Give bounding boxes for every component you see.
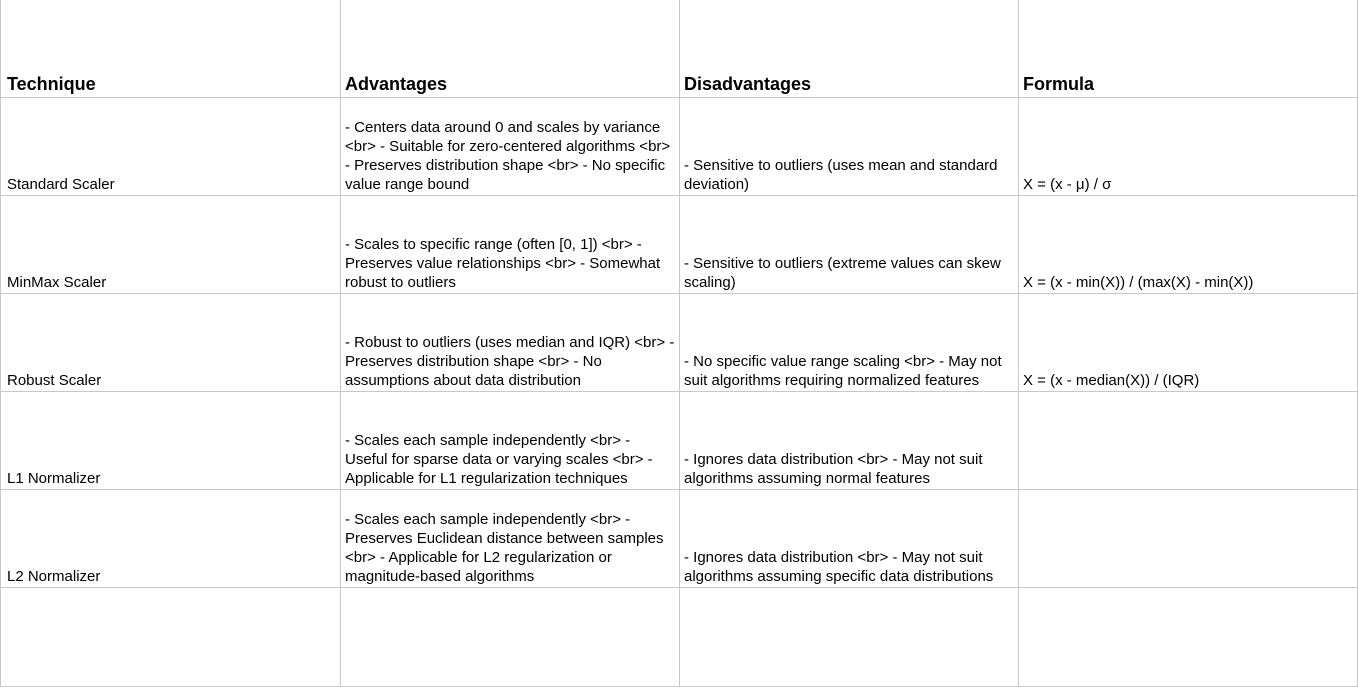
header-disadvantages[interactable]: Disadvantages bbox=[679, 0, 1019, 98]
header-technique[interactable]: Technique bbox=[0, 0, 341, 98]
cell-technique[interactable]: L1 Normalizer bbox=[0, 391, 341, 490]
cell-technique[interactable]: Standard Scaler bbox=[0, 97, 341, 196]
cell-disadvantages[interactable]: - Sensitive to outliers (extreme values can skew scaling) bbox=[679, 195, 1019, 294]
empty-cell[interactable] bbox=[0, 587, 341, 687]
cell-technique[interactable]: MinMax Scaler bbox=[0, 195, 341, 294]
cell-formula[interactable]: X = (x - median(X)) / (IQR) bbox=[1018, 293, 1358, 392]
cell-advantages[interactable]: - Scales each sample independently <br> - Useful for sparse data or varying scales <br> - Applicable for L1 regularization techniques bbox=[340, 391, 680, 490]
cell-formula[interactable] bbox=[1018, 489, 1358, 588]
cell-advantages[interactable]: - Scales to specific range (often [0, 1]) <br> - Preserves value relationships <br> - Somewhat robust to outliers bbox=[340, 195, 680, 294]
header-advantages[interactable]: Advantages bbox=[340, 0, 680, 98]
cell-disadvantages[interactable]: - No specific value range scaling <br> - May not suit algorithms requiring normalized features bbox=[679, 293, 1019, 392]
cell-advantages[interactable]: - Robust to outliers (uses median and IQR) <br> - Preserves distribution shape <br> - No assumptions about data distribution bbox=[340, 293, 680, 392]
cell-technique[interactable]: Robust Scaler bbox=[0, 293, 341, 392]
empty-cell[interactable] bbox=[340, 587, 680, 687]
empty-cell[interactable] bbox=[679, 587, 1019, 687]
empty-cell[interactable] bbox=[1018, 587, 1358, 687]
cell-disadvantages[interactable]: - Ignores data distribution <br> - May not suit algorithms assuming specific data distributions bbox=[679, 489, 1019, 588]
header-formula[interactable]: Formula bbox=[1018, 0, 1358, 98]
cell-advantages[interactable]: - Centers data around 0 and scales by variance <br> - Suitable for zero-centered algorithms <br> - Preserves distribution shape <br> - No specific value range bound bbox=[340, 97, 680, 196]
cell-technique[interactable]: L2 Normalizer bbox=[0, 489, 341, 588]
cell-formula[interactable]: X = (x - min(X)) / (max(X) - min(X)) bbox=[1018, 195, 1358, 294]
cell-formula[interactable]: X = (x - μ) / σ bbox=[1018, 97, 1358, 196]
cell-disadvantages[interactable]: - Sensitive to outliers (uses mean and standard deviation) bbox=[679, 97, 1019, 196]
cell-disadvantages[interactable]: - Ignores data distribution <br> - May not suit algorithms assuming normal features bbox=[679, 391, 1019, 490]
cell-formula[interactable] bbox=[1018, 391, 1358, 490]
cell-advantages[interactable]: - Scales each sample independently <br> - Preserves Euclidean distance between samples <br> - Applicable for L2 regularization or magnitude-based algorithms bbox=[340, 489, 680, 588]
